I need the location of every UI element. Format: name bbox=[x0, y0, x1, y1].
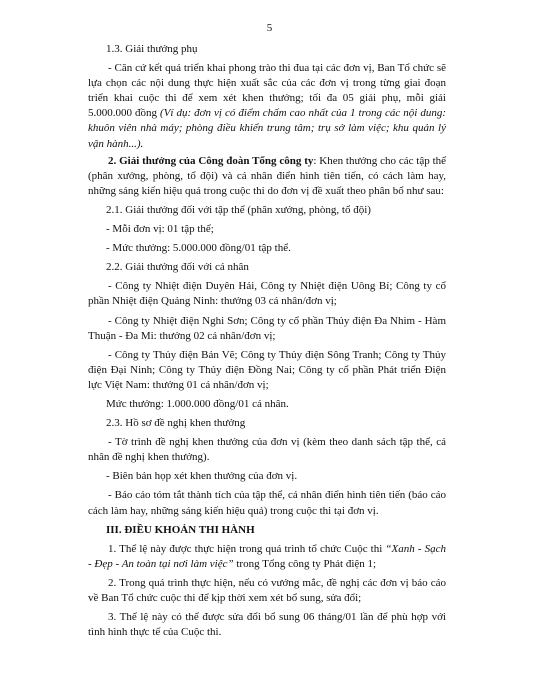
section-2-2-item: - Công ty Nhiệt điện Nghi Sơn; Công ty cổ phần Thủy điện Đa Nhim - Hàm Thuận - Đa Mi: thưởng 02 cá nhân/đơn vị; bbox=[88, 314, 446, 342]
section-2-lead: 2. Giải thưởng của Công đoàn Tổng công ty bbox=[108, 154, 314, 167]
section-3-paragraph-3: 3. Thể lệ này có thể được sửa đổi bổ sung 06 tháng/01 lần để phù hợp với tình hình thực tế của Cuộc thi. bbox=[88, 611, 446, 639]
section-2-2-reward: Mức thưởng: 1.000.000 đồng/01 cá nhân. bbox=[106, 397, 289, 410]
section-3-paragraph-2: 2. Trong quá trình thực hiện, nếu có vướng mắc, đề nghị các đơn vị báo cáo về Ban Tổ chức cuộc thi để kịp thời xem xét bổ sung, sửa đổi; bbox=[88, 576, 446, 604]
section-3-p1-tail: trong Tổng công ty Phát điện 1; bbox=[233, 557, 377, 570]
contest-name: “Xanh - Sạch - Đẹp - An toàn tại nơi làm việc” bbox=[88, 542, 446, 570]
section-3-p1-text: 1. Thể lệ này được thực hiện trong quá trình tổ chức Cuộc thi bbox=[108, 542, 386, 555]
section-2-3-item: - Báo cáo tóm tắt thành tích của tập thể, cá nhân điển hình tiên tiến (báo cáo cách làm hay, những sáng kiến hiệu quả) trong cuộc thi tại đơn vị. bbox=[88, 489, 446, 517]
section-2-3-item: - Tờ trình đề nghị khen thưởng của đơn vị (kèm theo danh sách tập thể, cá nhân đề nghị khen thưởng). bbox=[88, 436, 446, 464]
section-1-3-body bbox=[0, 61, 539, 152]
section-3-paragraph-1 bbox=[0, 542, 539, 572]
section-1-3-example: (Ví dụ: đơn vị có điểm chấm cao nhất của 1 trong các nội dung: khuôn viên nhà máy; phòng điều khiển trung tâm; trụ sở làm việc; khu quản lý vận hành...). bbox=[88, 107, 446, 150]
section-2-text: : Khen thưởng cho các tập thể (phân xưởng, phòng, tổ đội) và cá nhân điển hình tiên tiến, có cách làm hay, những sáng kiến hiệu quả trong cuộc thi do đơn vị đề xuất theo phân bổ như sau: bbox=[88, 154, 447, 197]
section-2-1-item: - Mức thưởng: 5.000.000 đồng/01 tập thể. bbox=[106, 242, 291, 255]
section-3-heading: III. ĐIỀU KHOẢN THI HÀNH bbox=[106, 523, 255, 536]
section-2-1-item: - Mỗi đơn vị: 01 tập thể; bbox=[106, 223, 214, 236]
section-2-1-title: 2.1. Giải thưởng đối với tập thể (phân xưởng, phòng, tổ đội) bbox=[106, 203, 371, 216]
section-1-3-title: 1.3. Giải thưởng phụ bbox=[106, 43, 198, 55]
section-2-3-title: 2.3. Hồ sơ đề nghị khen thưởng bbox=[106, 417, 246, 430]
section-2-2-item: - Công ty Nhiệt điện Duyên Hải, Công ty Nhiệt điện Uông Bí; Công ty cổ phần Nhiệt điện Quảng Ninh: thưởng 03 cá nhân/đơn vị; bbox=[88, 280, 446, 308]
document-body bbox=[0, 42, 539, 644]
section-2-2-item: - Công ty Thủy điện Bản Vẽ; Công ty Thủy điện Sông Tranh; Công ty Thủy điện Đại Ninh; Công ty Thủy điện Đồng Nai; Công ty cổ phần Phát triển Điện lực Việt Nam: thưởng 01 cá nhân/đơn vị; bbox=[88, 348, 446, 391]
section-1-3-text: - Căn cứ kết quả triển khai phong trào thi đua tại các đơn vị, Ban Tổ chức sẽ lựa chọn các nội dung thực hiện xuất sắc của các đơn vị trong từng giai đoạn triển khai cuộc thi để xem xét khen thưởng; tối đa 05 giải phụ, mỗi giải 5.000.000 đồng bbox=[88, 62, 446, 120]
page-number: 5 bbox=[266, 22, 273, 34]
section-2-3-item: - Biên bản họp xét khen thưởng của đơn vị. bbox=[106, 470, 298, 483]
section-2-paragraph bbox=[0, 154, 539, 199]
section-2-2-title: 2.2. Giải thưởng đối với cá nhân bbox=[106, 261, 249, 274]
